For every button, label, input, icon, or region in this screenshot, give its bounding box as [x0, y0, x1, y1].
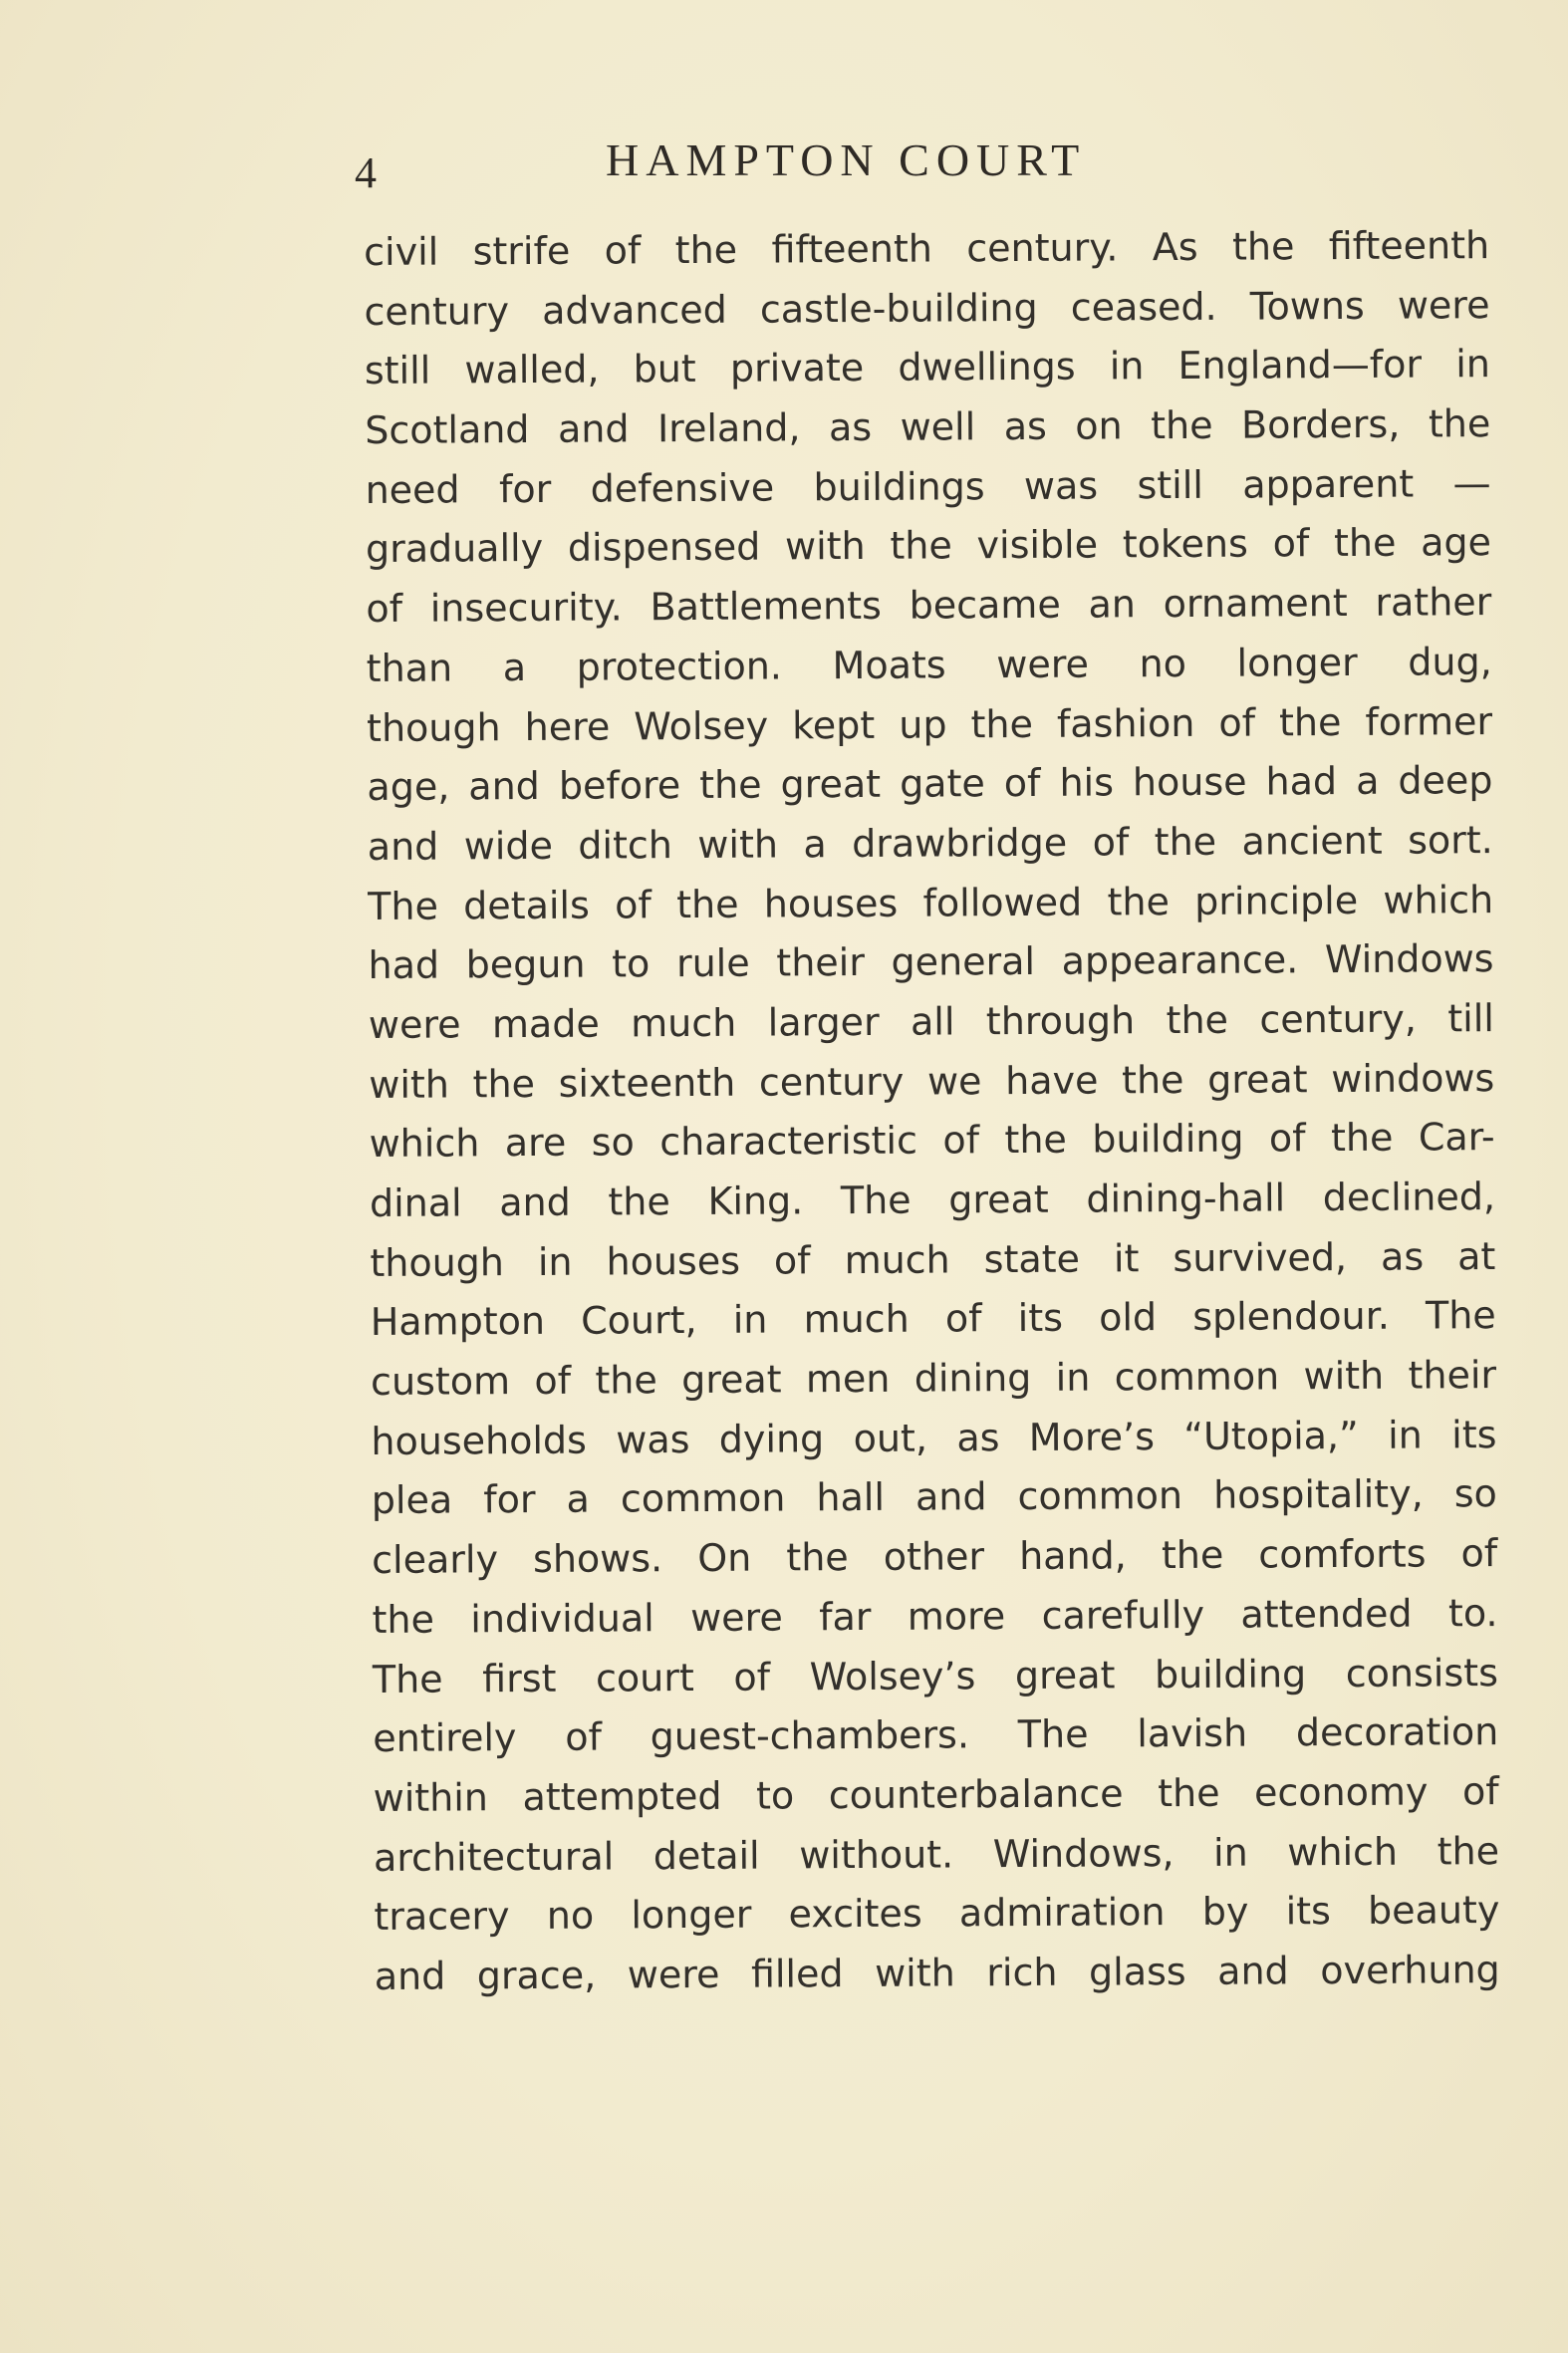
- text-line: which are so characteristic of the building of the Car-: [369, 1115, 1495, 1167]
- text-line: tracery no longer excites admiration by its beauty: [374, 1888, 1500, 1940]
- text-line: were made much larger all through the century, till: [368, 996, 1495, 1047]
- text-line: plea for a common hall and common hospitality, so: [371, 1471, 1497, 1523]
- body-text: [364, 216, 1500, 2006]
- text-line: the individual were far more carefully attended to.: [372, 1590, 1498, 1642]
- text-line: custom of the great men dining in common with their: [370, 1353, 1497, 1405]
- text-line: households was dying out, as More’s “Utopia,” in its: [371, 1412, 1497, 1463]
- text-line: dinal and the King. The great dining-hall declined,: [369, 1175, 1496, 1225]
- page-number: 4: [355, 148, 377, 197]
- text-line: though here Wolsey kept up the fashion of the former: [366, 698, 1493, 750]
- text-line: entirely of guest-chambers. The lavish decoration: [373, 1709, 1499, 1761]
- text-line: Scotland and Ireland, as well as on the Borders, the: [365, 401, 1491, 453]
- text-line: of insecurity. Battlements became an ornament rather: [366, 580, 1492, 632]
- text-line: architectural detail without. Windows, in which the: [373, 1828, 1500, 1880]
- text-line: gradually dispensed with the visible tokens of the age: [365, 520, 1492, 572]
- text-line: and wide ditch with a drawbridge of the ancient sort.: [367, 817, 1493, 869]
- running-title: HAMPTON COURT: [606, 134, 1087, 185]
- text-line: though in houses of much state it survived, as at: [370, 1233, 1496, 1285]
- text-line: had begun to rule their general appearance. Windows: [368, 936, 1494, 988]
- text-line: Hampton Court, in much of its old splendour. The: [370, 1293, 1496, 1345]
- text-line: age, and before the great gate of his house had a deep: [367, 758, 1493, 810]
- text-line: and grace, were filled with rich glass and overhung: [374, 1948, 1500, 1998]
- text-line: with the sixteenth century we have the great windows: [369, 1055, 1495, 1107]
- text-line: The first court of Wolsey’s great building consists: [372, 1650, 1499, 1701]
- text-line: still walled, but private dwellings in England—for in: [364, 342, 1491, 393]
- text-line: need for defensive buildings was still apparent —: [365, 460, 1491, 512]
- text-line: century advanced castle-building ceased. Towns were: [364, 282, 1490, 334]
- text-line: than a protection. Moats were no longer dug,: [366, 639, 1492, 690]
- text-line: within attempted to counterbalance the economy of: [373, 1768, 1499, 1820]
- text-line: clearly shows. On the other hand, the comforts of: [372, 1531, 1498, 1583]
- page-header: [349, 128, 1245, 197]
- text-line: civil strife of the fifteenth century. As the fifteenth: [364, 223, 1490, 274]
- text-line: The details of the houses followed the principle which: [368, 877, 1494, 928]
